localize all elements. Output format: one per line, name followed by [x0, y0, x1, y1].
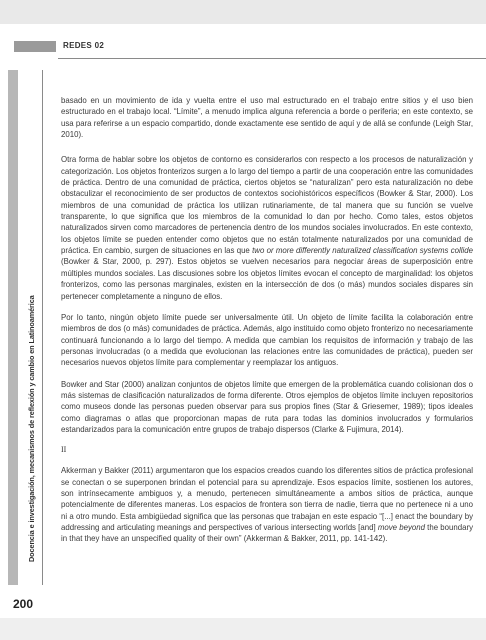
- paragraph-2: [61, 154, 473, 301]
- section-marker: II: [61, 445, 67, 455]
- page-number: 200: [13, 597, 34, 611]
- running-header: [0, 38, 486, 58]
- vertical-book-title: Docencia e investigación, mecanismos de reflexión y cambio en Latinoamérica: [27, 295, 36, 562]
- paragraph-1: basado en un movimiento de ida y vuelta entre el uso mal estructurado en el trabajo entre sitios y el uso bien estructurado en el trabajo local. “Límite”, a menudo implica alguna referencia a borde o periferia; en este contexto, se usa para referirse a un espacio compartido, donde exactamente ese sentido de aquí y de allá se confunde (Leigh Star, 2010).: [61, 96, 473, 140]
- running-title: REDES 02: [63, 41, 105, 50]
- paragraph-5-part-a: Akkerman y Bakker (2011) argumentaron que los espacios creados cuando los diferentes sitios de práctica profesional se conectan o se superponen brindan el potencial para su aprendizaje. Esos espacios límite, sostienen los autores, son intrínsecamente ambiguos y, a menudo, pertenecen simultáneamente a ambos sitios de práctica, aunque potencialmente de diferentes maneras. Los espacios de frontera son tierra de nadie, tierra que no pertenece ni a uno ni a otro mundo. Esta ambigüedad significa que las personas que trabajan en este espacio “[...] enact the boundary by addressing and articulating meanings and perspectives of various intersecting worlds [and]: [61, 466, 473, 532]
- top-margin-band: [0, 0, 486, 24]
- sidebar-gray-bar: [8, 70, 18, 585]
- paragraph-5-italic: move beyond: [377, 523, 425, 532]
- header-rule: [58, 58, 486, 59]
- sidebar-title-wrapper: [22, 222, 40, 562]
- paragraph-5: [61, 465, 473, 544]
- paragraph-5-part-b: the boundary in that they have an unspecified quality of their own” (Akkerman & Bakker, 2011, pp. 141-142).: [61, 523, 473, 544]
- paragraph-2-italic: two or more differently naturalized classification systems collide: [252, 246, 474, 256]
- sidebar-rule: [42, 70, 43, 585]
- paragraph-4: Bowker and Star (2000) analizan conjuntos de objetos límite que emergen de la problemática cuando colisionan dos o más sistemas de clasificación naturalizados de forma diferente. Otros ejemplos de objetos límite incluyen repositorios como museos donde las personas pueden observar para sus propios fines (Star & Griesemer, 1989); tipos ideales como diagramas o atlas que proporcionan mapas de ruta para todas las dominios involucrados y formularios estandarizados para la comunicación entre grupos de trabajo dispersos (Clarke & Fujimura, 2014).: [61, 379, 473, 434]
- paragraph-2-part-b: (Bowker & Star, 2000, p. 297). Estos objetos se vuelven necesarios para negociar áreas de superposición entre múltiples mundos sociales. Las discusiones sobre los objetos límites evocan el concepto de marginalidad: los objetos fronterizos, como las personas marginales, existen en la intersección de dos (o más) mundos sociales dispares sin pertenecer completamente a ninguno de ellos.: [61, 257, 473, 301]
- paragraph-3: Por lo tanto, ningún objeto límite puede ser universalmente útil. Un objeto de límite facilita la colaboración entre miembros de dos (o más) comunidades de práctica. Además, algo instituido como objeto fronterizo no necesariamente continuará funcionando a lo largo del tiempo. A medida que cambian los requisitos de información y trabajo de las personas involucradas (o a medida que evolucionan las relaciones entre las comunidades de práctica), pueden ser necesarios nuevos objetos límite para complementar y reemplazar los antiguos.: [61, 312, 474, 368]
- main-text-column: [61, 95, 473, 555]
- paragraph-2-part-a: Otra forma de hablar sobre los objetos de contorno es considerarlos con respecto a los procesos de naturalización y categorización. Los objetos fronterizos surgen a lo largo del tiempo a partir de una cooperación entre las comunidades de práctica. Dentro de una comunidad de práctica, ciertos objetos se “naturalizan” pero esta naturalización no debe obstaculizar el reconocimiento de ser productos de contextos sociohistóricos específicos (Bowker & Star, 2000). Los miembros de una comunidad de práctica los utilizan rutinariamente, de tal manera que su función se vuelve transparente, lo que significa que los miembros de la comunidad lo dan por hecho. Como tales, estos objetos naturalizados sirven como marcadores de pertenencia dentro de los mundos sociales involucrados. En este contexto, los objetos límite se pueden entender como objetos que no están totalmente naturalizados por una comunidad de práctica. En cambio, surgen de situaciones en las que: [61, 155, 473, 256]
- bottom-margin-band: [0, 618, 486, 640]
- header-gray-block: [14, 41, 56, 52]
